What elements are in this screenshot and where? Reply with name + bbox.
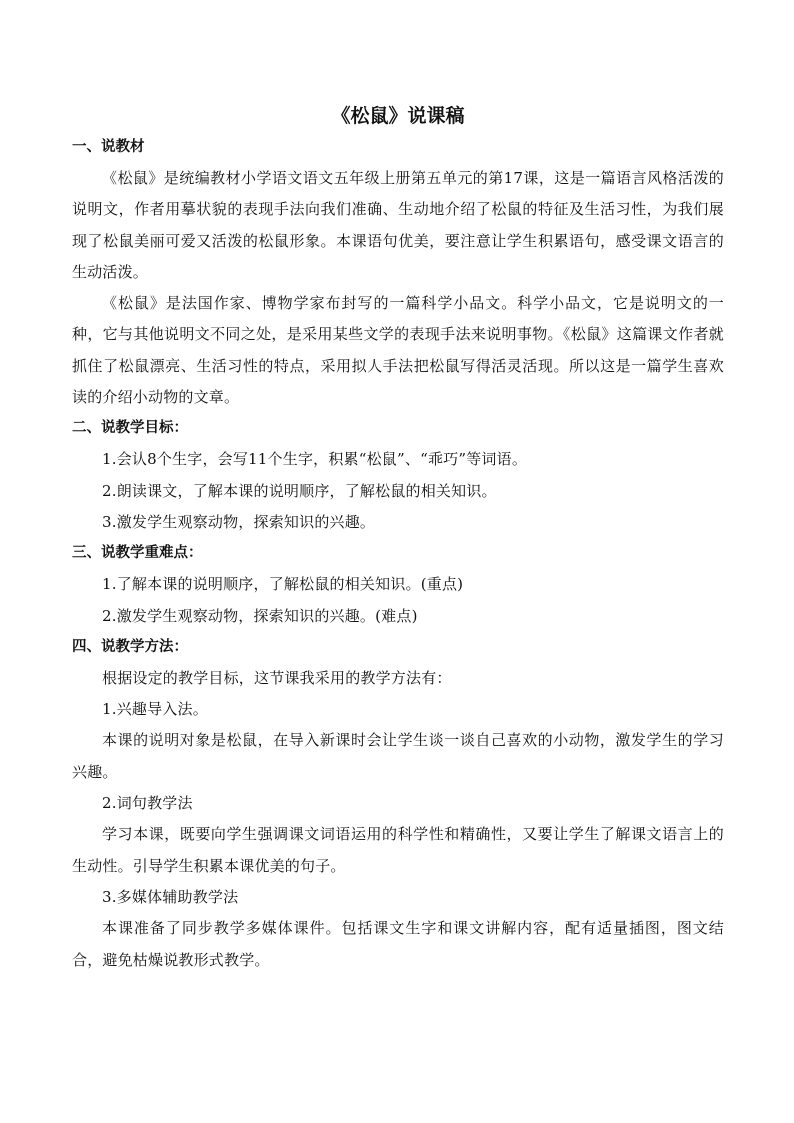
section-heading: 三、说教学重难点：	[72, 545, 203, 562]
list-item: 2.词句教学法	[102, 794, 193, 813]
paragraph: 本课准备了同步教学多媒体课件。包括课文生字和课文讲解内容，配有适量插图，图文结合，避免枯燥说教形式教学。	[72, 919, 724, 969]
document-title: 《松鼠》说课稿	[331, 105, 465, 127]
section-teaching-methods	[72, 632, 724, 976]
paragraph: 根据设定的教学目标，这节课我采用的教学方法有：	[102, 668, 452, 687]
paragraph: 学习本课，既要向学生强调课文词语运用的科学性和精确性，又要让学生了解课文语言上的生动性。引导学生积累本课优美的句子。	[72, 825, 724, 875]
list-item: 1.会认8个生字，会写11个生字，积累“松鼠”、“乖巧”等词语。	[102, 450, 528, 469]
section-key-points	[72, 538, 724, 632]
section-heading: 二、说教学目标：	[72, 420, 188, 437]
section-textbook	[72, 132, 724, 413]
section-heading: 一、说教材	[72, 139, 145, 155]
document-page	[72, 100, 724, 976]
list-item: 1.兴趣导入法。	[102, 700, 208, 719]
list-item: 1.了解本课的说明顺序，了解松鼠的相关知识。(重点)	[102, 575, 464, 594]
paragraph: 《松鼠》是法国作家、博物学家布封写的一篇科学小品文。科学小品文，它是说明文的一种，它与其他说明文不同之处，是采用某些文学的表现手法来说明事物。《松鼠》这篇课文作者就抓住了松鼠漂亮、生活习性的特点，采用拟人手法把松鼠写得活灵活现。所以这是一篇学生喜欢读的介绍小动物的文章。	[72, 294, 724, 407]
list-item: 3.激发学生观察动物，探索知识的兴趣。	[102, 512, 376, 531]
list-item: 3.多媒体辅助教学法	[102, 887, 239, 906]
list-item: 2.激发学生观察动物，探索知识的兴趣。(难点)	[102, 606, 418, 625]
paragraph: 本课的说明对象是松鼠，在导入新课时会让学生谈一谈自己喜欢的小动物，激发学生的学习兴趣。	[72, 731, 724, 781]
section-teaching-goals	[72, 413, 724, 538]
section-heading: 四、说教学方法：	[72, 638, 188, 655]
list-item: 2.朗读课文，了解本课的说明顺序，了解松鼠的相关知识。	[102, 481, 497, 500]
paragraph: 《松鼠》是统编教材小学语文语文五年级上册第五单元的第17课，这是一篇语言风格活泼的说明文，作者用摹状貌的表现手法向我们准确、生动地介绍了松鼠的特征及生活习性，为我们展现了松鼠美丽可爱又活泼的松鼠形象。本课语句优美，要注意让学生积累语句，感受课文语言的生动活泼。	[72, 169, 724, 281]
